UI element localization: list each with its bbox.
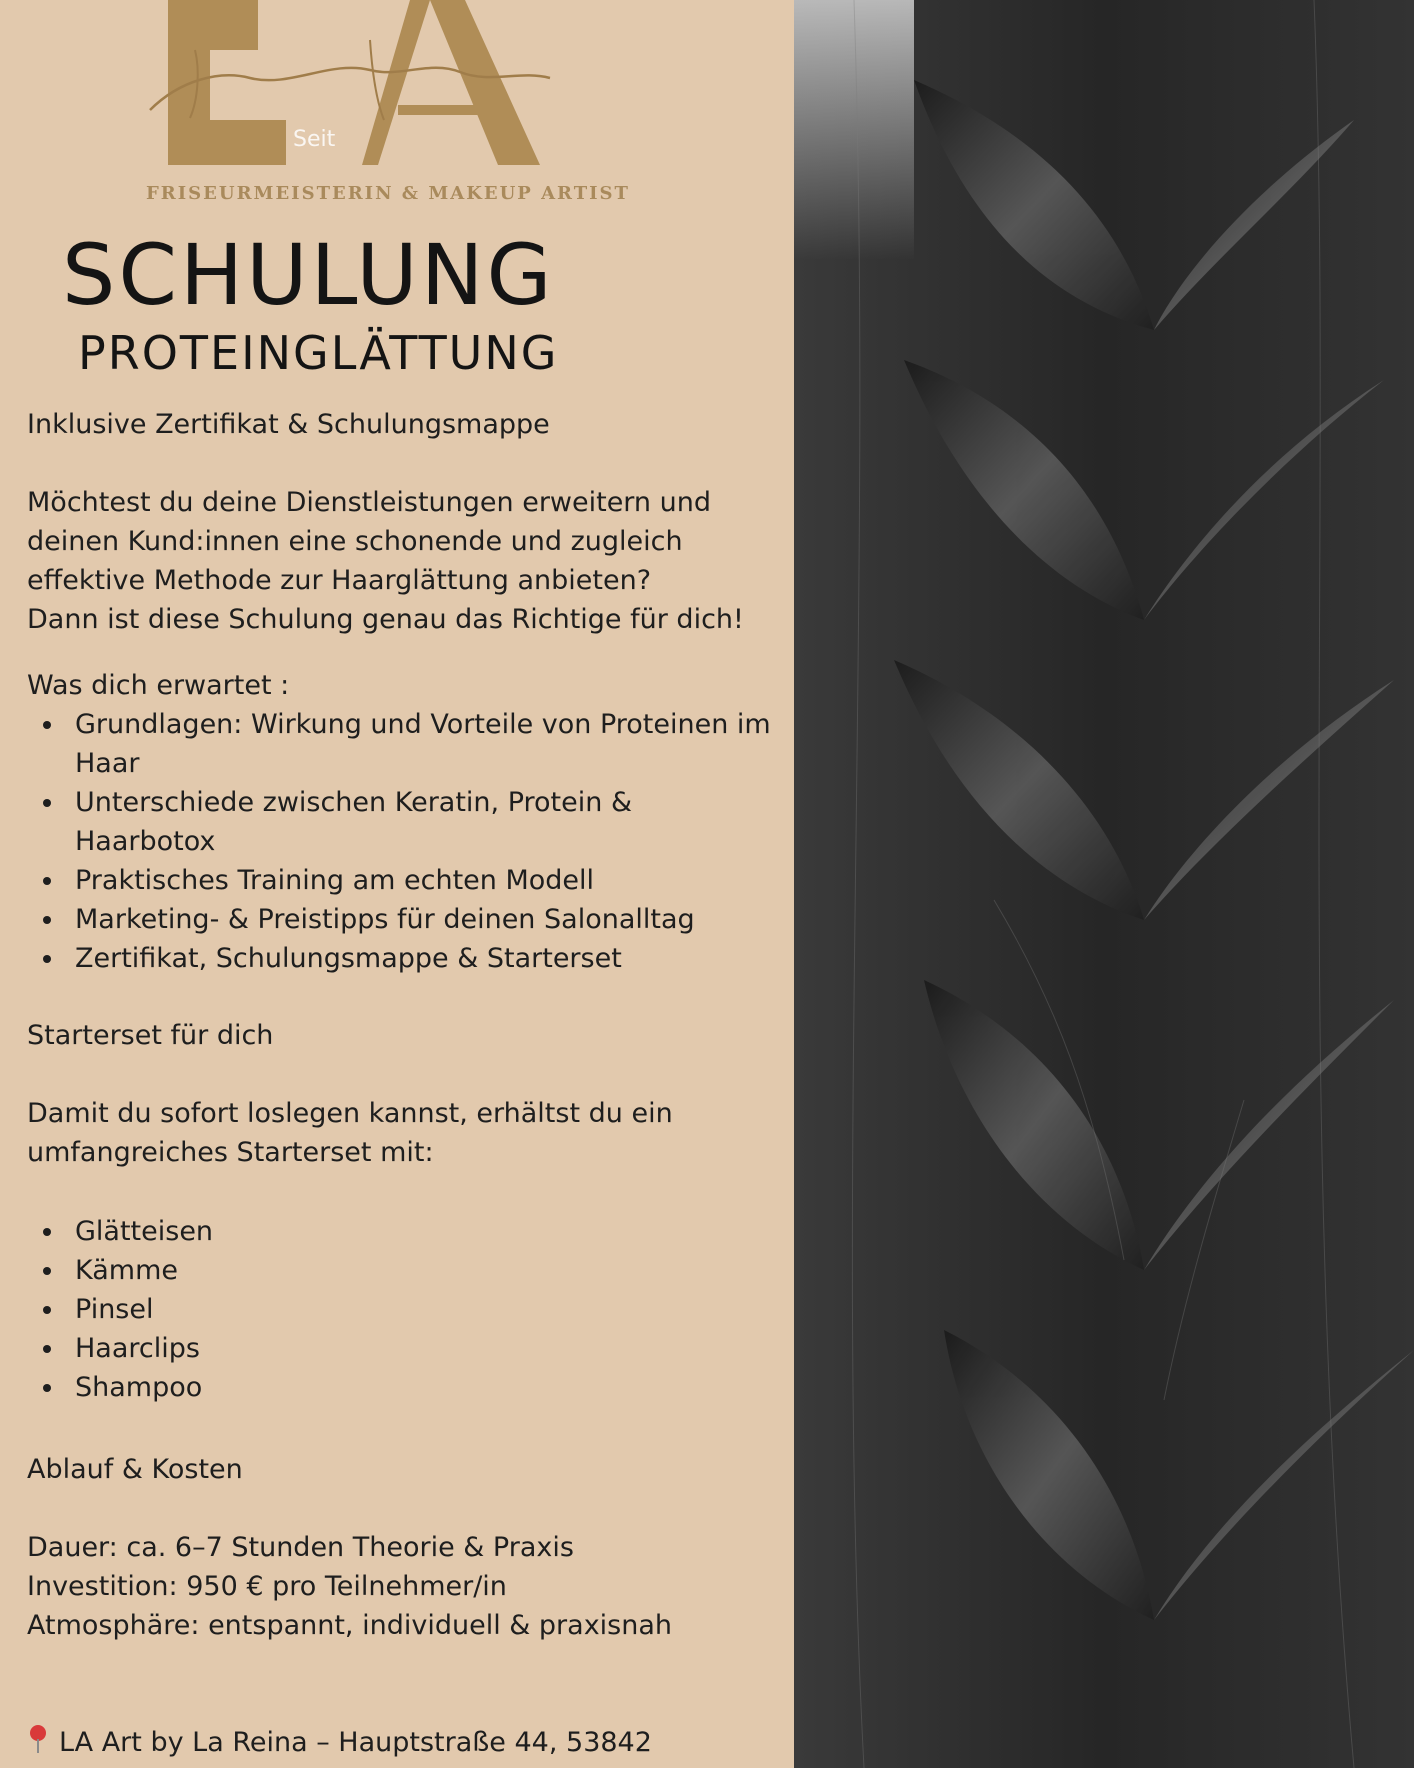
list-item: Pinsel xyxy=(27,1290,797,1329)
list-item: Grundlagen: Wirkung und Vorteile von Proteinen im Haar xyxy=(27,705,797,783)
expect-heading: Was dich erwartet : xyxy=(27,670,290,701)
starter-list xyxy=(27,1212,797,1407)
address-text: LA Art by La Reina – Hauptstraße 44, 53842 xyxy=(59,1727,652,1758)
logo-seit-text: Seit xyxy=(293,127,336,152)
duration-text: Dauer: ca. 6–7 Stunden Theorie & Praxis xyxy=(27,1532,574,1563)
braid-photo xyxy=(794,0,1414,1768)
page-subtitle: PROTEINGLÄTTUNG xyxy=(78,326,559,380)
starter-text-line: Damit du sofort loslegen kannst, erhältst du ein xyxy=(27,1098,673,1129)
intro-paragraph xyxy=(27,483,797,639)
paragraph-line: Möchtest du deine Dienstleistungen erweitern und xyxy=(27,487,711,518)
starter-text-line: umfangreiches Starterset mit: xyxy=(27,1137,434,1168)
expect-section xyxy=(27,666,797,978)
investment-text: Investition: 950 € pro Teilnehmer/in xyxy=(27,1571,507,1602)
starter-heading: Starterset für dich xyxy=(27,1020,274,1051)
atmosphere-text: Atmosphäre: entspannt, individuell & praxisnah xyxy=(27,1610,673,1641)
logo-tagline: FRISEURMEISTERIN & MAKEUP ARTIST xyxy=(146,183,630,204)
intro-text: Inklusive Zertifikat & Schulungsmappe xyxy=(27,409,550,440)
starter-section xyxy=(27,1212,797,1407)
location-pin-icon xyxy=(27,1725,49,1755)
starter-text xyxy=(27,1094,797,1172)
paragraph-line: Dann ist diese Schulung genau das Richtige für dich! xyxy=(27,604,744,635)
expect-list xyxy=(27,705,797,978)
list-item: Haarclips xyxy=(27,1329,797,1368)
list-item: Shampoo xyxy=(27,1368,797,1407)
list-item: Glätteisen xyxy=(27,1212,797,1251)
costs-heading: Ablauf & Kosten xyxy=(27,1454,243,1485)
paragraph-line: deinen Kund:innen eine schonende und zugleich xyxy=(27,526,683,557)
list-item: Praktisches Training am echten Modell xyxy=(27,861,797,900)
list-item: Zertifikat, Schulungsmappe & Starterset xyxy=(27,939,797,978)
list-item: Kämme xyxy=(27,1251,797,1290)
costs-details xyxy=(27,1528,797,1645)
list-item: Marketing- & Preistipps für deinen Salonalltag xyxy=(27,900,797,939)
brand-logo xyxy=(140,0,630,210)
logo-graphic xyxy=(140,0,630,210)
footer-address xyxy=(27,1723,797,1762)
page-title: SCHULUNG xyxy=(62,226,555,324)
paragraph-line: effektive Methode zur Haarglättung anbieten? xyxy=(27,565,652,596)
list-item: Unterschiede zwischen Keratin, Protein & Haarbotox xyxy=(27,783,797,861)
